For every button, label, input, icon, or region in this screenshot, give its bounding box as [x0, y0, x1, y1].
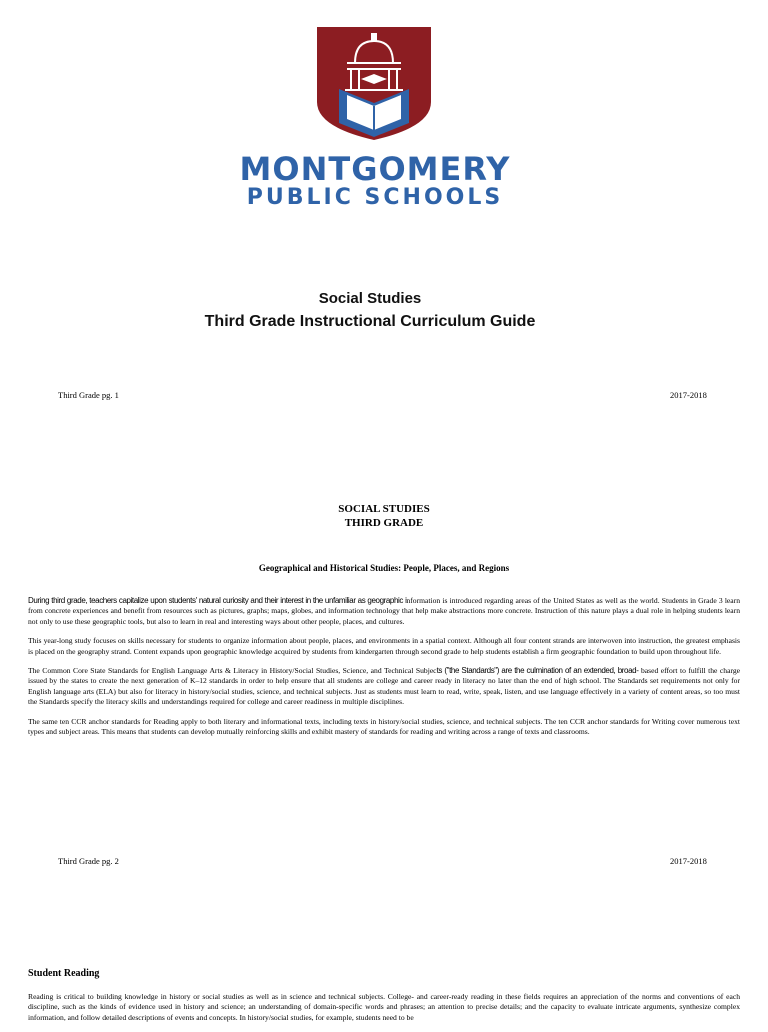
paragraph: The same ten CCR anchor standards for Reading apply to both literary and informational texts, including texts in history/social studies, science, and technical subjects. The ten CCR anchor standards for Writing cover numerous text types and subject areas. This means that students can develop mutually reinforcing skills and exhibit mastery of standards for reading and writing across a range of texts and classrooms. [28, 716, 740, 737]
paragraph: Reading is critical to building knowledge in history or social studies as well as in science and technical subjects. College- and career-ready reading in these fields requires an appreciation of the norms and conventions of each discipline, such as the kinds of evidence used in history and science; an understanding of domain-specific words and phrases; an attention to precise details; and the capacity to evaluate intricate arguments, synthesize complex information, and follow detailed descriptions of events and concepts. In history/social studies, for example, students need to be [28, 992, 740, 1022]
paragraph-intro: During third grade, teachers capitalize upon students' natural curiosity and their interest in the unfamiliar as geographic i [28, 596, 407, 605]
paragraph-part: ts ("the Standards") are the culmination of an extended, broad- [436, 666, 639, 676]
student-reading-text [28, 992, 740, 1032]
cover-subtitle: Third Grade Instructional Curriculum Guide [204, 313, 536, 330]
brand-name-line2: PUBLIC SCHOOLS [246, 185, 504, 210]
montgomery-public-schools-logo-icon [317, 27, 431, 140]
paragraph [28, 596, 740, 627]
paragraph-part: The Common Core State Standards for English Language Arts & Literacy in History/Social Studies, Science, and Technical Subjec [28, 666, 437, 676]
cover-title: Social Studies [318, 290, 422, 307]
student-reading-heading: Student Reading [28, 968, 100, 979]
topic-heading: Geographical and Historical Studies: People, Places, and Regions [258, 563, 510, 573]
page1-footer-left: Third Grade pg. 1 [58, 390, 119, 400]
paragraph: This year-long study focuses on skills necessary for students to organize information about people, places, and environments in a spatial context. Although all four content strands are interwoven into instruction, the greatest emphasis is placed on the geography strand. Content expands upon geographic knowledge acquired by students from kindergarten through second grade to help students establish a firm geographic foundation to build upon throughout life. [28, 636, 740, 656]
paragraph [28, 666, 740, 708]
page2-footer-left: Third Grade pg. 2 [58, 856, 119, 866]
brand-name-line1: MONTGOMERY [239, 150, 511, 188]
paragraph-part: based effort to fulfill the charge issued by the states to create the next generation of K–12 standards in order to help ensure that all students are college and career ready in literacy no later than the end of high school. The Standards set requirements not only for English language arts (ELA) but also for literacy in history/social studies, science, and technical subjects. Just as students must learn to read, write, speak, listen, and use language effectively in a variety of content areas, so too must the Standards specify the literacy skills and understandings required for college and career readiness in multiple disciplines. [28, 666, 741, 707]
paragraph-rest: nformation is introduced regarding areas of the United States as well as the world. Students in Grade 3 learn from concrete experiences and benefit from resources such as pictures, graphs; maps, globes, and information technology that help make abstractions more concrete. Instruction of this nature plays a dual role in helping students learn not only to use these geographic tools, but also to learn in real and interesting ways about other people, places, and cultures. [28, 596, 740, 626]
section-subheading: THIRD GRADE [344, 517, 424, 529]
body-text [28, 596, 740, 746]
section-heading: SOCIAL STUDIES [338, 503, 430, 515]
page2-footer-right: 2017-2018 [670, 856, 707, 866]
page1-footer-right: 2017-2018 [670, 390, 707, 400]
